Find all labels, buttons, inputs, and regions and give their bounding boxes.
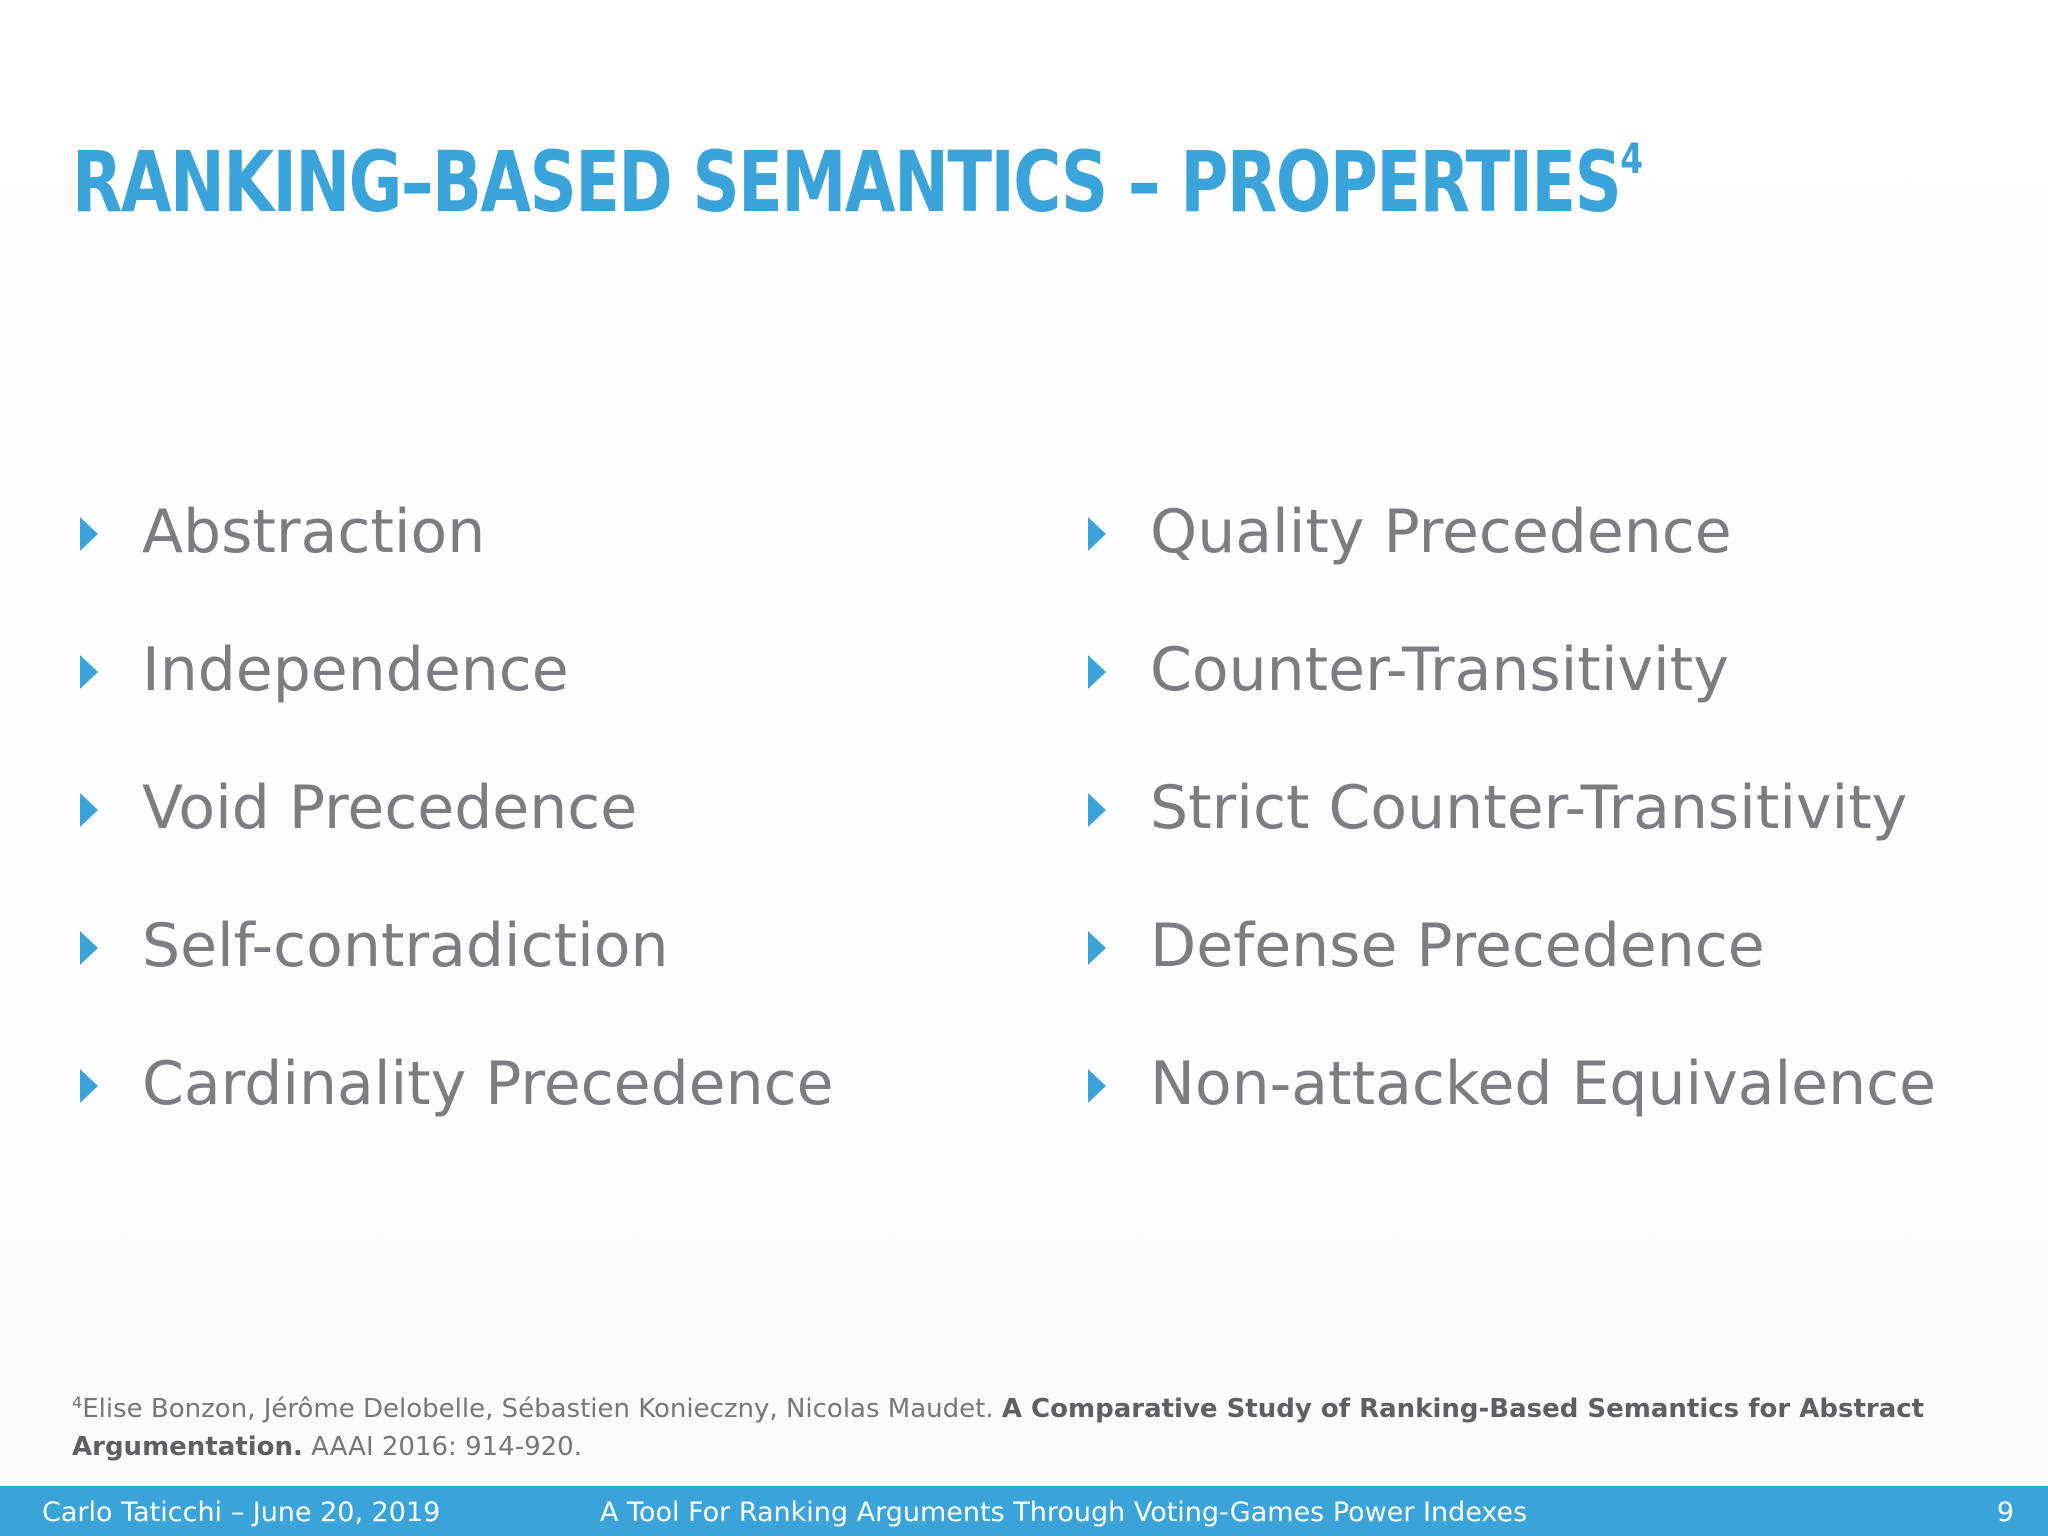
title-footnote-mark: 4 — [1620, 134, 1644, 183]
list-item-label: Void Precedence — [142, 773, 638, 843]
list-item-label: Non-attacked Equivalence — [1150, 1049, 1937, 1119]
bullet-triangle-icon — [80, 793, 98, 827]
list-item-label: Counter-Transitivity — [1150, 635, 1729, 705]
bullet-triangle-icon — [80, 655, 98, 689]
list-item-label: Quality Precedence — [1150, 497, 1732, 567]
footnote — [72, 1384, 1972, 1466]
list-item-label: Self-contradiction — [142, 911, 669, 981]
bullet-triangle-icon — [80, 1069, 98, 1103]
left-bullet-list — [80, 497, 834, 1190]
footnote-paper-title: A Comparative Study of Ranking-Based Semantics for Abstract Argumentation. — [72, 1393, 1925, 1462]
list-item — [80, 773, 834, 914]
footnote-venue: AAAI 2016: 914-920. — [302, 1431, 582, 1462]
right-bullet-list — [1088, 497, 1937, 1190]
list-item — [1088, 773, 1936, 914]
list-item-label: Defense Precedence — [1150, 911, 1765, 981]
footnote-mark: 4 — [72, 1393, 83, 1412]
footnote-authors: Elise Bonzon, Jérôme Delobelle, Sébastien Konieczny, Nicolas Maudet. — [82, 1393, 1002, 1424]
list-item-label: Cardinality Precedence — [142, 1049, 834, 1119]
bullet-triangle-icon — [80, 931, 98, 965]
footer-author-date: Carlo Taticchi – June 20, 2019 — [42, 1497, 441, 1528]
bullet-triangle-icon — [1088, 655, 1106, 689]
list-item — [80, 1049, 834, 1190]
footer-talk-title: A Tool For Ranking Arguments Through Voting-Games Power Indexes — [600, 1497, 1528, 1528]
bullet-triangle-icon — [80, 517, 98, 551]
slide-title-text: RANKING–BASED SEMANTICS – PROPERTIES — [72, 132, 1621, 231]
list-item — [1088, 497, 1936, 638]
list-item-label: Abstraction — [142, 497, 486, 567]
bullet-triangle-icon — [1088, 517, 1106, 551]
bullet-triangle-icon — [1088, 793, 1106, 827]
footer-page-number: 9 — [1996, 1497, 2014, 1528]
list-item — [1088, 1049, 1937, 1190]
footer-bar — [0, 1486, 2048, 1536]
bullet-triangle-icon — [1088, 1069, 1106, 1103]
list-item — [80, 497, 834, 638]
slide-title — [72, 132, 1644, 231]
list-item-label: Strict Counter-Transitivity — [1150, 773, 1908, 843]
list-item — [1088, 911, 1936, 1052]
list-item — [80, 911, 834, 1052]
list-item — [1088, 635, 1936, 776]
list-item-label: Independence — [142, 635, 569, 705]
bullet-triangle-icon — [1088, 931, 1106, 965]
list-item — [80, 635, 834, 776]
